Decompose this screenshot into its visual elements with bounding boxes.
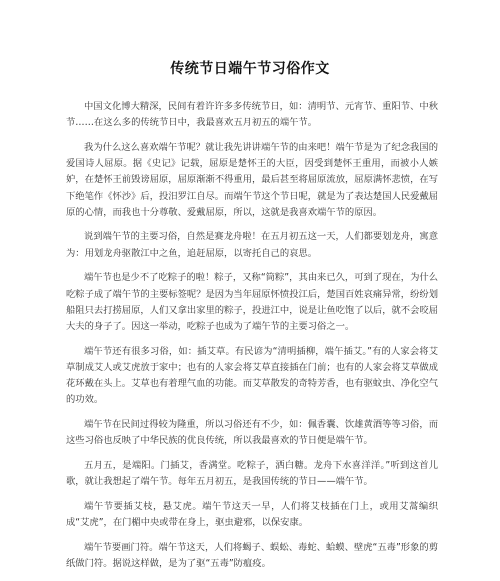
paragraph-4: 端午节也是少不了吃粽子的啦！粽子，又称“筒粽”，其由来已久，可到了现在，为什么吃粽子成了端午节的主要标签呢？是因为当年屈原怀愤投江后，楚国百姓哀痛异常，纷纷划船阻只去打捞屈原，人们又拿出家里的粽子，投进江中，说是让鱼吃饱了以后，就不会咬屈大夫的身子了。因这一举动，吃粽子也成为了端午节的主要习俗之一。	[66, 272, 438, 332]
paragraph-2: 我为什么这么喜欢端午节呢？就让我先讲讲端午节的由来吧！端午节是为了纪念我国的爱国诗人屈原。据《史记》记载，屈原是楚怀王的大臣，因受到楚怀王重用，而被小人嫉妒，在楚怀王前毁谤屈原，屈原渐渐不得重用，最后甚至将屈原流放，屈原满怀悲愤，在写下绝笔作《怀沙》后，投汨罗江自尽。而端午节这个节日呢，就是为了表达楚国人民爱戴屈原的心情，而我也十分尊敬、爱戴屈原，所以，这就是我喜欢端午节的原因。	[66, 141, 438, 218]
paragraph-5: 端午节还有很多习俗，如：插艾草。有民谚为“清明插柳，端午插艾。”有的人家会将艾草制成艾人或艾虎放于家中；也有的人家会将艾草直接插在门前；也有的人家会将艾草做成花环戴在头上。艾草也有着理气血的功能。而艾草散发的奇特芳香，也有驱蚊虫、净化空气的功效。	[66, 345, 438, 406]
document-body	[66, 99, 438, 581]
document-title: 传统节日端午节习俗作文	[170, 61, 330, 77]
paragraph-3: 说到端午节的主要习俗，自然是赛龙舟啦！在五月初五这一天，人们都要划龙舟，寓意为：用划龙舟驱散江中之鱼，追赶屈原，以寄托自己的哀思。	[66, 231, 438, 259]
paragraph-6: 端午节在民间过得较为隆重，所以习俗还有不少，如：佩香囊、饮雄黄酒等等习俗，而这些习俗也反映了中华民族的优良传统，所以我最喜欢的节日便是端午节。	[66, 418, 438, 447]
paragraph-7: 五月五，是端阳。门插艾，香满堂。吃粽子，洒白糖。龙舟下水喜洋洋。”听到这首儿歌，就让我想起了端午节。每年五月初五，是我国传统的节日——端午节。	[66, 459, 438, 488]
paragraph-9: 端午节要画门符。端午节这天，人们将蝎子、蜈蚣、毒蛇、蛤蟆、壁虎“五毒”形象的剪纸做门符。据说这样做，是为了驱“五毒”防瘟疫。	[66, 541, 438, 569]
paragraph-8: 端午节要插艾枝，悬艾虎。端午节这天一早，人们将艾枝插在门上，或用艾蒿编织成“艾虎”，在门楣中央或带在身上，驱虫避邪，以保安康。	[66, 500, 438, 528]
paragraph-1: 中国文化博大精深，民间有着许许多多传统节日，如：清明节、元宵节、重阳节、中秋节……在这么多的传统节日中，我最喜欢五月初五的端午节。	[66, 101, 438, 129]
